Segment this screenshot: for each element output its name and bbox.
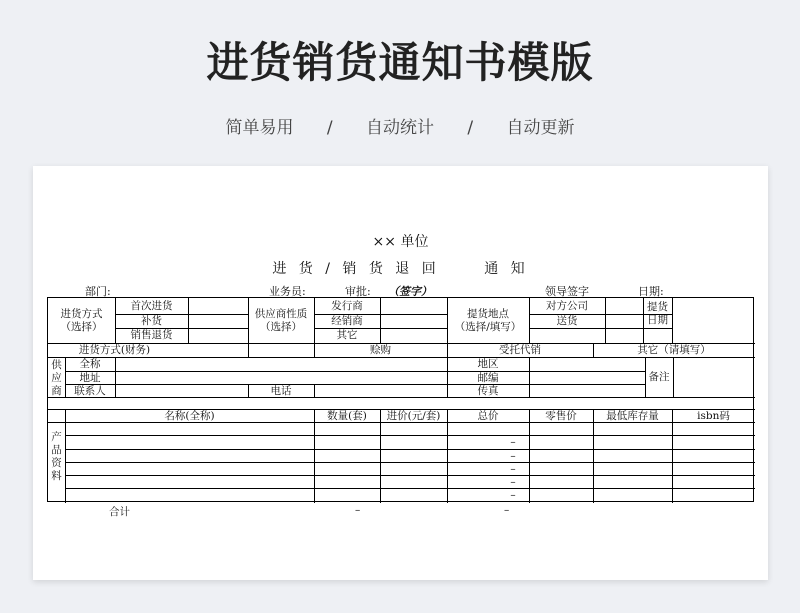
purchase-method-label: 进货方式 — [60, 308, 103, 320]
leader-sign-label: 领导签字 — [545, 285, 589, 298]
feature-sep: / — [467, 118, 474, 138]
supplier-fax-label: 传真 — [477, 385, 499, 397]
col-header-isbn: isbn码 — [697, 410, 730, 422]
sum-total-dash: – — [504, 504, 510, 516]
option-other-supplier: 其它 — [336, 329, 358, 341]
option-consignment: 受托代销 — [499, 344, 541, 356]
col-header-retail: 零售价 — [545, 410, 577, 422]
option-sales-return: 销售退货 — [130, 329, 173, 341]
col-header-name: 名称(全称) — [164, 410, 215, 422]
option-counterparty: 对方公司 — [546, 300, 588, 312]
option-credit-purchase: 赊购 — [370, 344, 391, 356]
pickup-date-label-2: 日期 — [647, 314, 668, 326]
pickup-location-hint: （选择/填写） — [454, 321, 522, 333]
col-header-qty: 数量(套) — [327, 410, 367, 422]
supplier-zip-label: 邮编 — [477, 372, 499, 384]
feature-tagline — [0, 113, 800, 138]
option-publisher: 发行商 — [331, 300, 363, 312]
approve-label: 审批: — [345, 285, 371, 298]
supplier-region-label: 地区 — [477, 358, 499, 370]
supplier-type-label: 供应商性质 — [254, 308, 308, 320]
feature-update: 自动更新 — [506, 118, 575, 138]
dept-label: 部门: — [85, 285, 111, 298]
option-replenish: 补货 — [141, 315, 162, 327]
sum-label: 合计 — [109, 506, 130, 518]
supplier-type-select-hint: （选择） — [260, 321, 302, 333]
option-first-purchase: 首次进货 — [130, 300, 173, 312]
date-label: 日期: — [638, 285, 664, 298]
notice-form — [47, 297, 754, 502]
purchase-method-select-hint: （选择） — [60, 321, 103, 333]
doc-unit: ×× 单位 — [372, 234, 429, 250]
col-header-cost: 进价(元/套) — [386, 410, 441, 422]
total-dash-row5: – — [510, 489, 516, 501]
product-side-3: 资 — [51, 457, 62, 469]
pickup-date-label-1: 提货 — [647, 301, 668, 313]
supplier-side-3: 商 — [51, 385, 62, 397]
total-dash-row4: – — [510, 476, 516, 488]
option-distributor: 经销商 — [331, 315, 363, 327]
pickup-location-label: 提货地点 — [467, 308, 509, 320]
col-header-total: 总价 — [477, 410, 499, 422]
supplier-fullname-label: 全称 — [79, 358, 101, 370]
feature-easy: 简单易用 — [225, 118, 294, 138]
supplier-phone-label: 电话 — [270, 385, 292, 397]
supplier-address-label: 地址 — [79, 372, 101, 384]
product-side-4: 料 — [51, 470, 62, 482]
sign-note: （签字） — [388, 285, 432, 298]
document-sheet — [33, 166, 768, 580]
finance-method-label: 进货方式(财务) — [78, 344, 151, 356]
salesman-label: 业务员: — [269, 285, 306, 298]
supplier-note-label: 备注 — [648, 371, 670, 383]
feature-sep: / — [326, 118, 333, 138]
total-dash-row1: – — [510, 436, 516, 448]
supplier-side-2: 应 — [51, 372, 62, 384]
supplier-contact-label: 联系人 — [74, 385, 106, 397]
total-dash-row2: – — [510, 450, 516, 462]
product-side-2: 品 — [51, 444, 62, 456]
option-delivery: 送货 — [556, 315, 578, 327]
feature-stat: 自动统计 — [366, 118, 434, 138]
col-header-min-stock: 最低库存量 — [606, 410, 659, 422]
product-side-1: 产 — [51, 431, 62, 443]
page-title: 进货销货通知书模版 — [206, 38, 594, 87]
option-other-fill: 其它（请填写） — [637, 344, 711, 356]
sum-qty-dash: – — [355, 504, 361, 516]
supplier-side-1: 供 — [51, 359, 62, 371]
doc-title: 进 货 / 销 货 退 回 通 知 — [272, 261, 529, 277]
total-dash-row3: – — [510, 463, 516, 475]
